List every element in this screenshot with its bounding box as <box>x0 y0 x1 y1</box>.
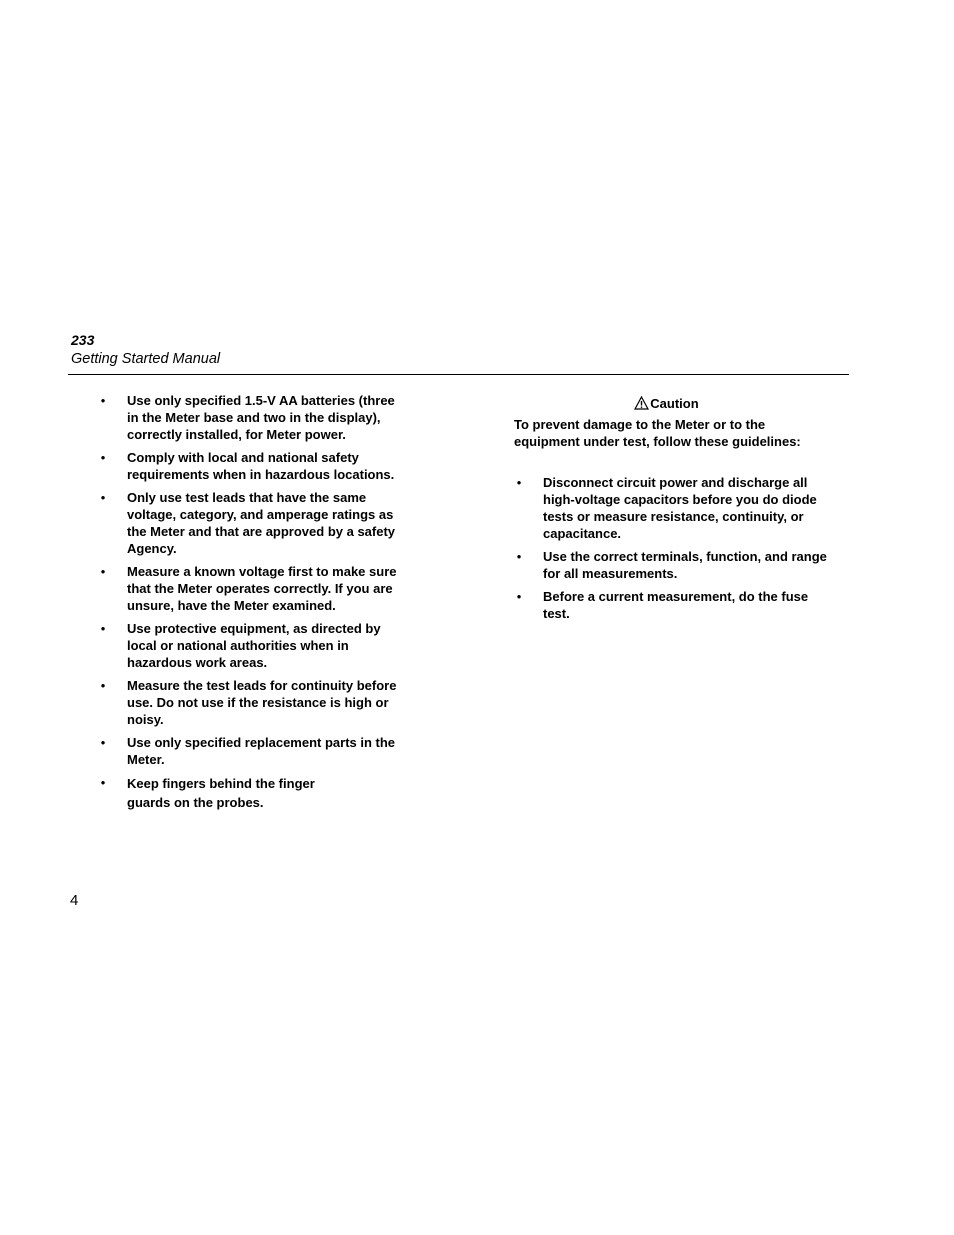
list-item-text: Only use test leads that have the same voltage, category, and amperage ratings as the Meter and that are approved by a safety Agency. <box>127 490 396 556</box>
bullet-icon: • <box>100 393 106 408</box>
manual-model-number: 233 <box>71 332 95 348</box>
caution-intro: To prevent damage to the Meter or to the equipment under test, follow these guidelines: <box>514 417 801 449</box>
bullet-icon: • <box>100 735 106 750</box>
bullet-icon: • <box>100 450 106 465</box>
bullet-icon: • <box>516 589 522 604</box>
list-item-text: Before a current measurement, do the fuse test. <box>543 589 809 621</box>
list-item <box>97 449 407 483</box>
list-item <box>97 392 407 443</box>
list-item-text: Comply with local and national safety requirements when in hazardous locations. <box>127 450 395 482</box>
bullet-icon: • <box>100 775 106 790</box>
list-item-text: Measure a known voltage first to make sure that the Meter operates correctly. If you are unsure, have the Meter examined. <box>127 564 397 613</box>
list-item-text: Disconnect circuit power and discharge all high-voltage capacitors before you do diode tests or measure resistance, continuity, or capacitance. <box>543 475 817 541</box>
list-item-text: Keep fingers behind the finger guards on the probes. <box>127 776 315 810</box>
warning-triangle-icon <box>634 396 649 410</box>
list-item <box>513 474 828 542</box>
list-item <box>513 588 813 622</box>
bullet-icon: • <box>516 549 522 564</box>
list-item <box>97 677 407 728</box>
list-item <box>513 548 828 582</box>
list-item <box>97 563 407 614</box>
bullet-icon: • <box>100 678 106 693</box>
caution-guidelines-list <box>513 474 828 628</box>
safety-warnings-list <box>97 392 407 818</box>
bullet-icon: • <box>516 475 522 490</box>
caution-heading <box>513 395 820 412</box>
list-item-text: Use only specified replacement parts in the Meter. <box>127 735 396 767</box>
list-item <box>97 774 357 812</box>
list-item-text: Measure the test leads for continuity before use. Do not use if the resistance is high or noisy. <box>127 678 397 727</box>
bullet-icon: • <box>100 621 106 636</box>
list-item-text: Use only specified 1.5-V AA batteries (three in the Meter base and two in the display), correctly installed, for Meter power. <box>127 393 395 442</box>
page-number: 4 <box>70 892 79 909</box>
list-item-text: Use the correct terminals, function, and range for all measurements. <box>543 549 827 581</box>
bullet-icon: • <box>100 564 106 579</box>
header-divider <box>68 374 849 375</box>
list-item-text: Use protective equipment, as directed by local or national authorities when in hazardous work areas. <box>127 621 381 670</box>
list-item <box>97 489 407 557</box>
caution-label: Caution <box>650 396 699 411</box>
bullet-icon: • <box>100 490 106 505</box>
list-item <box>97 734 407 768</box>
list-item <box>97 620 407 671</box>
manual-title: Getting Started Manual <box>71 351 221 367</box>
